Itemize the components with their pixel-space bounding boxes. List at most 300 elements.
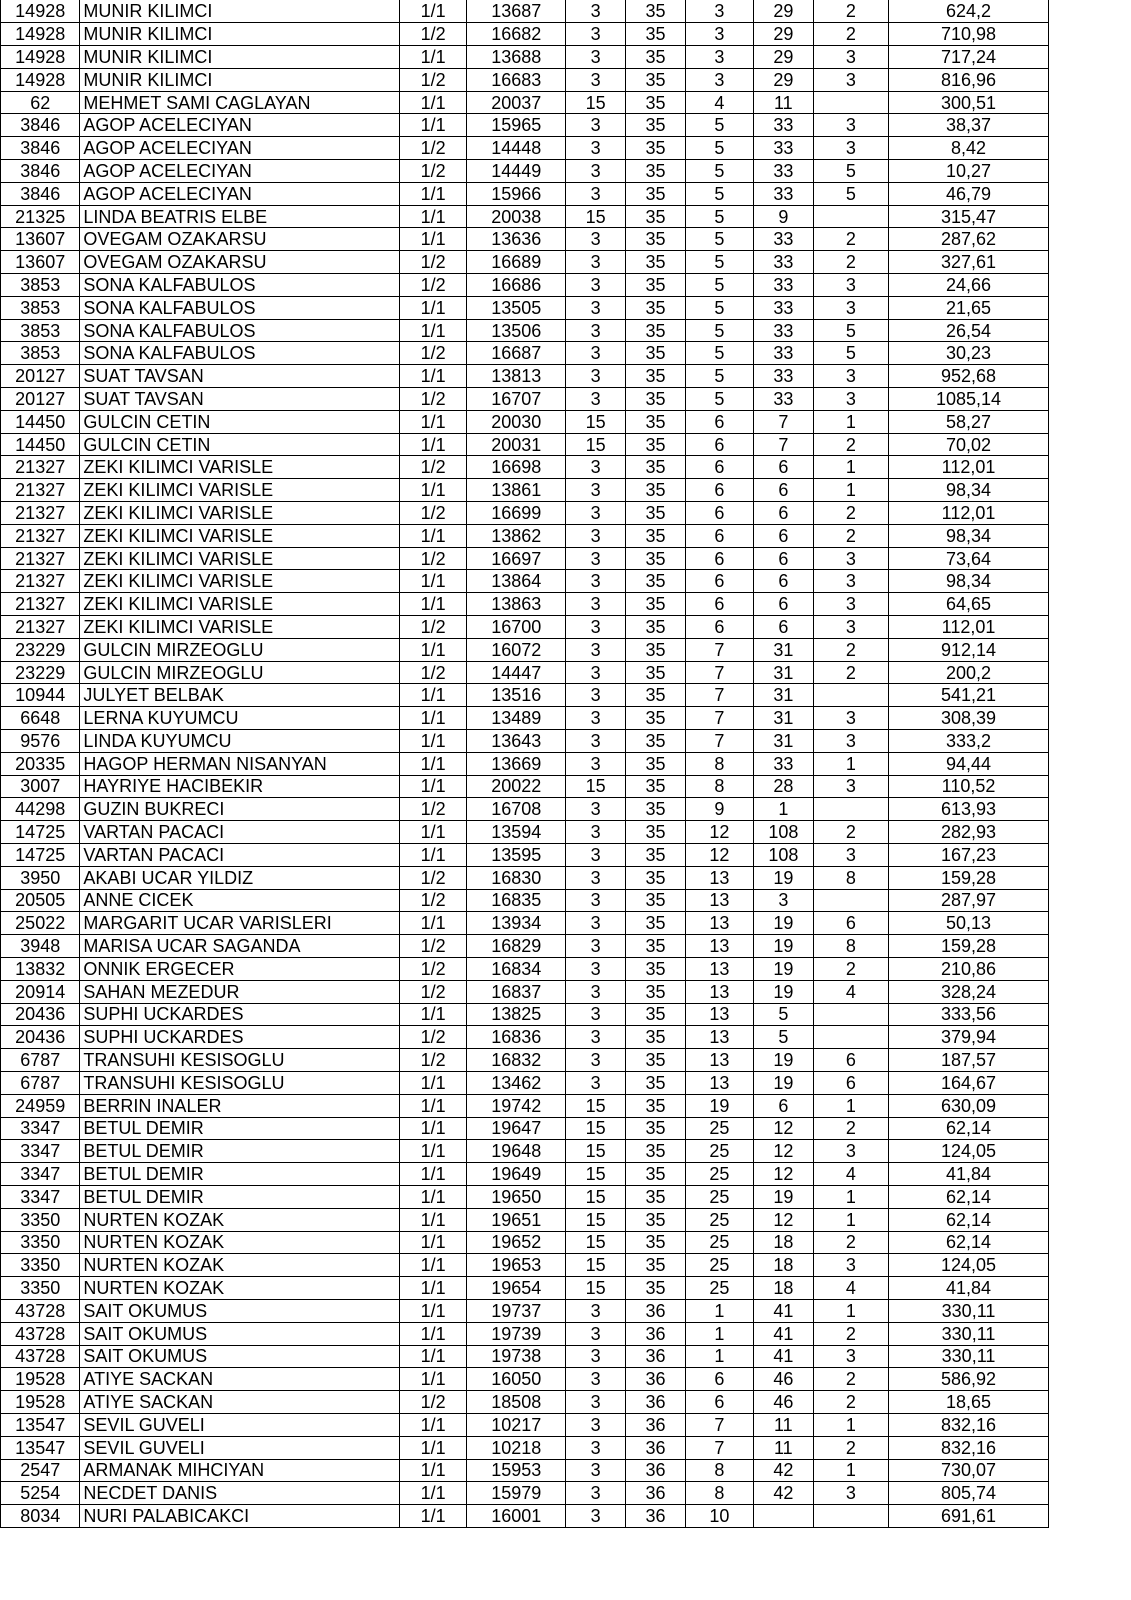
c8-cell: 33	[753, 182, 813, 205]
c8-cell: 5	[753, 1026, 813, 1049]
c8-cell: 12	[753, 1208, 813, 1231]
c6-cell: 36	[626, 1459, 686, 1482]
id-cell: 24959	[1, 1094, 80, 1117]
id-cell: 3846	[1, 137, 80, 160]
c6-cell: 35	[626, 365, 686, 388]
table-row	[1, 843, 1049, 866]
c8-cell: 19	[753, 957, 813, 980]
amount-cell: 200,2	[889, 661, 1049, 684]
id-cell: 14725	[1, 821, 80, 844]
c5-cell: 3	[566, 798, 626, 821]
c5-cell: 3	[566, 0, 626, 23]
c5-cell: 15	[566, 1277, 626, 1300]
c5-cell: 3	[566, 889, 626, 912]
c5-cell: 3	[566, 957, 626, 980]
name-cell: ZEKI KILIMCI VARISLE	[80, 502, 400, 525]
amount-cell: 62,14	[889, 1208, 1049, 1231]
c7-cell: 13	[685, 866, 753, 889]
c9-cell: 1	[813, 1094, 888, 1117]
parcel-cell: 13489	[467, 707, 566, 730]
c6-cell: 36	[626, 1322, 686, 1345]
id-cell: 21327	[1, 593, 80, 616]
c6-cell: 35	[626, 1254, 686, 1277]
table-row	[1, 0, 1049, 23]
amount-cell: 64,65	[889, 593, 1049, 616]
c6-cell: 35	[626, 980, 686, 1003]
share-cell: 1/1	[400, 319, 467, 342]
parcel-cell: 13934	[467, 912, 566, 935]
c9-cell	[813, 684, 888, 707]
table-row	[1, 114, 1049, 137]
c9-cell	[813, 889, 888, 912]
c5-cell: 3	[566, 1071, 626, 1094]
c9-cell: 3	[813, 616, 888, 639]
parcel-cell: 13594	[467, 821, 566, 844]
c5-cell: 3	[566, 479, 626, 502]
table-row	[1, 228, 1049, 251]
amount-cell: 24,66	[889, 274, 1049, 297]
name-cell: ZEKI KILIMCI VARISLE	[80, 547, 400, 570]
table-row	[1, 137, 1049, 160]
c5-cell: 3	[566, 843, 626, 866]
id-cell: 25022	[1, 912, 80, 935]
c5-cell: 3	[566, 46, 626, 69]
parcel-cell: 16699	[467, 502, 566, 525]
parcel-cell: 13687	[467, 0, 566, 23]
amount-cell: 912,14	[889, 638, 1049, 661]
c9-cell: 4	[813, 980, 888, 1003]
id-cell: 43728	[1, 1345, 80, 1368]
c5-cell: 3	[566, 1482, 626, 1505]
c5-cell: 3	[566, 502, 626, 525]
table-row	[1, 1208, 1049, 1231]
parcel-cell: 16072	[467, 638, 566, 661]
c7-cell: 6	[685, 1391, 753, 1414]
share-cell: 1/1	[400, 1345, 467, 1368]
c7-cell: 5	[685, 342, 753, 365]
c6-cell: 35	[626, 593, 686, 616]
c7-cell: 25	[685, 1231, 753, 1254]
amount-cell: 159,28	[889, 866, 1049, 889]
c6-cell: 35	[626, 775, 686, 798]
c7-cell: 7	[685, 1413, 753, 1436]
table-row	[1, 821, 1049, 844]
id-cell: 20436	[1, 1026, 80, 1049]
c7-cell: 25	[685, 1208, 753, 1231]
c5-cell: 3	[566, 137, 626, 160]
parcel-cell: 13506	[467, 319, 566, 342]
c9-cell: 6	[813, 912, 888, 935]
c5-cell: 3	[566, 23, 626, 46]
share-cell: 1/1	[400, 205, 467, 228]
name-cell: TRANSUHI KESISOGLU	[80, 1071, 400, 1094]
amount-cell: 112,01	[889, 616, 1049, 639]
table-row	[1, 1049, 1049, 1072]
c6-cell: 35	[626, 433, 686, 456]
c5-cell: 3	[566, 114, 626, 137]
c6-cell: 35	[626, 388, 686, 411]
name-cell: LERNA KUYUMCU	[80, 707, 400, 730]
parcel-cell: 16687	[467, 342, 566, 365]
parcel-cell: 19654	[467, 1277, 566, 1300]
name-cell: SAIT OKUMUS	[80, 1322, 400, 1345]
table-row	[1, 251, 1049, 274]
parcel-cell: 20022	[467, 775, 566, 798]
parcel-cell: 16689	[467, 251, 566, 274]
name-cell: TRANSUHI KESISOGLU	[80, 1049, 400, 1072]
c6-cell: 35	[626, 889, 686, 912]
parcel-cell: 19653	[467, 1254, 566, 1277]
id-cell: 3948	[1, 935, 80, 958]
name-cell: AGOP ACELECIYAN	[80, 182, 400, 205]
c7-cell: 6	[685, 410, 753, 433]
parcel-cell: 15965	[467, 114, 566, 137]
share-cell: 1/2	[400, 456, 467, 479]
c7-cell: 13	[685, 957, 753, 980]
c8-cell: 33	[753, 160, 813, 183]
c7-cell: 12	[685, 843, 753, 866]
share-cell: 1/2	[400, 23, 467, 46]
table-row	[1, 1094, 1049, 1117]
parcel-cell: 13516	[467, 684, 566, 707]
c9-cell: 5	[813, 160, 888, 183]
amount-cell: 541,21	[889, 684, 1049, 707]
c9-cell: 3	[813, 114, 888, 137]
id-cell: 3853	[1, 274, 80, 297]
id-cell: 21327	[1, 616, 80, 639]
table-row	[1, 410, 1049, 433]
c6-cell: 35	[626, 1277, 686, 1300]
c6-cell: 36	[626, 1368, 686, 1391]
c8-cell: 33	[753, 365, 813, 388]
parcel-cell: 16050	[467, 1368, 566, 1391]
c6-cell: 35	[626, 547, 686, 570]
parcel-cell: 20038	[467, 205, 566, 228]
c6-cell: 35	[626, 684, 686, 707]
share-cell: 1/1	[400, 1505, 467, 1528]
c8-cell: 33	[753, 388, 813, 411]
parcel-cell: 18508	[467, 1391, 566, 1414]
parcel-cell: 13862	[467, 524, 566, 547]
amount-cell: 330,11	[889, 1345, 1049, 1368]
table-row	[1, 1140, 1049, 1163]
parcel-cell: 14449	[467, 160, 566, 183]
c8-cell: 6	[753, 456, 813, 479]
share-cell: 1/2	[400, 68, 467, 91]
name-cell: GULCIN CETIN	[80, 433, 400, 456]
c8-cell: 19	[753, 912, 813, 935]
parcel-cell: 16682	[467, 23, 566, 46]
c8-cell: 6	[753, 593, 813, 616]
name-cell: NURTEN KOZAK	[80, 1277, 400, 1300]
c6-cell: 36	[626, 1482, 686, 1505]
c8-cell: 11	[753, 1436, 813, 1459]
id-cell: 21327	[1, 547, 80, 570]
table-row	[1, 1391, 1049, 1414]
c5-cell: 3	[566, 296, 626, 319]
parcel-cell: 20030	[467, 410, 566, 433]
c9-cell: 5	[813, 319, 888, 342]
c8-cell	[753, 1505, 813, 1528]
name-cell: SAHAN MEZEDUR	[80, 980, 400, 1003]
share-cell: 1/1	[400, 752, 467, 775]
c5-cell: 3	[566, 935, 626, 958]
c9-cell: 1	[813, 1459, 888, 1482]
c8-cell: 7	[753, 433, 813, 456]
id-cell: 20436	[1, 1003, 80, 1026]
table-row	[1, 524, 1049, 547]
share-cell: 1/2	[400, 342, 467, 365]
amount-cell: 630,09	[889, 1094, 1049, 1117]
parcel-cell: 13462	[467, 1071, 566, 1094]
c7-cell: 6	[685, 570, 753, 593]
c7-cell: 3	[685, 0, 753, 23]
c7-cell: 5	[685, 296, 753, 319]
amount-cell: 210,86	[889, 957, 1049, 980]
share-cell: 1/2	[400, 661, 467, 684]
c8-cell: 33	[753, 228, 813, 251]
c5-cell: 15	[566, 433, 626, 456]
c9-cell: 6	[813, 1049, 888, 1072]
c6-cell: 35	[626, 638, 686, 661]
c6-cell: 35	[626, 798, 686, 821]
c5-cell: 3	[566, 547, 626, 570]
amount-cell: 282,93	[889, 821, 1049, 844]
share-cell: 1/1	[400, 912, 467, 935]
share-cell: 1/1	[400, 843, 467, 866]
c6-cell: 35	[626, 228, 686, 251]
id-cell: 43728	[1, 1299, 80, 1322]
table-row	[1, 935, 1049, 958]
parcel-cell: 16832	[467, 1049, 566, 1072]
c5-cell: 3	[566, 524, 626, 547]
table-row	[1, 319, 1049, 342]
c8-cell: 33	[753, 342, 813, 365]
c6-cell: 36	[626, 1391, 686, 1414]
share-cell: 1/1	[400, 228, 467, 251]
c9-cell: 2	[813, 638, 888, 661]
c6-cell: 35	[626, 68, 686, 91]
c6-cell: 35	[626, 1049, 686, 1072]
c7-cell: 13	[685, 980, 753, 1003]
c7-cell: 6	[685, 433, 753, 456]
share-cell: 1/2	[400, 980, 467, 1003]
c8-cell: 29	[753, 0, 813, 23]
id-cell: 6648	[1, 707, 80, 730]
c8-cell: 12	[753, 1140, 813, 1163]
c8-cell: 19	[753, 935, 813, 958]
c6-cell: 35	[626, 0, 686, 23]
parcel-cell: 13595	[467, 843, 566, 866]
name-cell: GULCIN CETIN	[80, 410, 400, 433]
table-row	[1, 1277, 1049, 1300]
c5-cell: 3	[566, 1368, 626, 1391]
name-cell: BERRIN INALER	[80, 1094, 400, 1117]
c7-cell: 7	[685, 707, 753, 730]
c7-cell: 1	[685, 1322, 753, 1345]
c9-cell: 3	[813, 570, 888, 593]
c7-cell: 6	[685, 547, 753, 570]
c6-cell: 35	[626, 296, 686, 319]
amount-cell: 73,64	[889, 547, 1049, 570]
id-cell: 3853	[1, 296, 80, 319]
amount-cell: 30,23	[889, 342, 1049, 365]
c7-cell: 13	[685, 1071, 753, 1094]
table-row	[1, 388, 1049, 411]
amount-cell: 287,62	[889, 228, 1049, 251]
c9-cell: 1	[813, 1208, 888, 1231]
id-cell: 20914	[1, 980, 80, 1003]
c9-cell: 2	[813, 821, 888, 844]
id-cell: 14928	[1, 46, 80, 69]
name-cell: OVEGAM OZAKARSU	[80, 228, 400, 251]
table-row	[1, 182, 1049, 205]
c9-cell: 3	[813, 1140, 888, 1163]
c6-cell: 35	[626, 46, 686, 69]
c6-cell: 35	[626, 410, 686, 433]
name-cell: ZEKI KILIMCI VARISLE	[80, 593, 400, 616]
name-cell: SUAT TAVSAN	[80, 388, 400, 411]
c6-cell: 35	[626, 616, 686, 639]
c7-cell: 13	[685, 912, 753, 935]
c6-cell: 35	[626, 456, 686, 479]
parcel-cell: 19651	[467, 1208, 566, 1231]
table-row	[1, 205, 1049, 228]
table-row	[1, 980, 1049, 1003]
c9-cell: 2	[813, 228, 888, 251]
c5-cell: 3	[566, 274, 626, 297]
parcel-cell: 19738	[467, 1345, 566, 1368]
c7-cell: 7	[685, 684, 753, 707]
amount-cell: 816,96	[889, 68, 1049, 91]
c8-cell: 6	[753, 524, 813, 547]
c5-cell: 3	[566, 456, 626, 479]
parcel-cell: 10217	[467, 1413, 566, 1436]
table-row	[1, 296, 1049, 319]
share-cell: 1/1	[400, 296, 467, 319]
c6-cell: 35	[626, 502, 686, 525]
c9-cell: 3	[813, 547, 888, 570]
c5-cell: 15	[566, 1117, 626, 1140]
id-cell: 14450	[1, 433, 80, 456]
c8-cell: 29	[753, 68, 813, 91]
name-cell: ZEKI KILIMCI VARISLE	[80, 524, 400, 547]
c5-cell: 3	[566, 388, 626, 411]
c9-cell: 2	[813, 1436, 888, 1459]
share-cell: 1/2	[400, 160, 467, 183]
amount-cell: 730,07	[889, 1459, 1049, 1482]
c9-cell	[813, 798, 888, 821]
c7-cell: 7	[685, 1436, 753, 1459]
name-cell: AGOP ACELECIYAN	[80, 160, 400, 183]
id-cell: 20335	[1, 752, 80, 775]
c9-cell: 3	[813, 730, 888, 753]
c9-cell: 3	[813, 46, 888, 69]
c6-cell: 35	[626, 182, 686, 205]
c8-cell: 28	[753, 775, 813, 798]
amount-cell: 717,24	[889, 46, 1049, 69]
c8-cell: 11	[753, 91, 813, 114]
parcel-cell: 16837	[467, 980, 566, 1003]
amount-cell: 327,61	[889, 251, 1049, 274]
amount-cell: 333,56	[889, 1003, 1049, 1026]
share-cell: 1/2	[400, 616, 467, 639]
c8-cell: 42	[753, 1482, 813, 1505]
parcel-cell: 16697	[467, 547, 566, 570]
id-cell: 3950	[1, 866, 80, 889]
c9-cell: 2	[813, 957, 888, 980]
table-row	[1, 433, 1049, 456]
table-row	[1, 91, 1049, 114]
c7-cell: 13	[685, 1049, 753, 1072]
parcel-cell: 19652	[467, 1231, 566, 1254]
share-cell: 1/1	[400, 1254, 467, 1277]
c7-cell: 7	[685, 730, 753, 753]
amount-cell: 805,74	[889, 1482, 1049, 1505]
amount-cell: 330,11	[889, 1322, 1049, 1345]
c6-cell: 35	[626, 205, 686, 228]
id-cell: 3347	[1, 1117, 80, 1140]
name-cell: BETUL DEMIR	[80, 1117, 400, 1140]
table-row	[1, 866, 1049, 889]
c8-cell: 33	[753, 251, 813, 274]
c7-cell: 25	[685, 1185, 753, 1208]
id-cell: 10944	[1, 684, 80, 707]
parcel-cell: 16834	[467, 957, 566, 980]
c9-cell: 2	[813, 661, 888, 684]
parcel-cell: 16707	[467, 388, 566, 411]
parcel-cell: 13861	[467, 479, 566, 502]
c7-cell: 4	[685, 91, 753, 114]
amount-cell: 124,05	[889, 1254, 1049, 1277]
share-cell: 1/1	[400, 684, 467, 707]
share-cell: 1/1	[400, 1003, 467, 1026]
c9-cell: 1	[813, 1299, 888, 1322]
amount-cell: 10,27	[889, 160, 1049, 183]
id-cell: 3853	[1, 342, 80, 365]
share-cell: 1/1	[400, 593, 467, 616]
id-cell: 14928	[1, 23, 80, 46]
c7-cell: 3	[685, 46, 753, 69]
c8-cell: 18	[753, 1231, 813, 1254]
c6-cell: 35	[626, 524, 686, 547]
amount-cell: 110,52	[889, 775, 1049, 798]
parcel-cell: 14447	[467, 661, 566, 684]
parcel-cell: 15966	[467, 182, 566, 205]
parcel-cell: 13643	[467, 730, 566, 753]
name-cell: MUNIR KILIMCI	[80, 68, 400, 91]
amount-cell: 710,98	[889, 23, 1049, 46]
c7-cell: 8	[685, 775, 753, 798]
share-cell: 1/2	[400, 935, 467, 958]
c9-cell: 4	[813, 1277, 888, 1300]
c7-cell: 13	[685, 889, 753, 912]
share-cell: 1/2	[400, 798, 467, 821]
amount-cell: 41,84	[889, 1277, 1049, 1300]
amount-cell: 832,16	[889, 1436, 1049, 1459]
name-cell: ZEKI KILIMCI VARISLE	[80, 616, 400, 639]
parcel-cell: 16830	[467, 866, 566, 889]
share-cell: 1/2	[400, 889, 467, 912]
c7-cell: 5	[685, 365, 753, 388]
share-cell: 1/1	[400, 1071, 467, 1094]
table-row	[1, 1299, 1049, 1322]
c7-cell: 13	[685, 935, 753, 958]
c9-cell: 3	[813, 775, 888, 798]
id-cell: 14450	[1, 410, 80, 433]
c7-cell: 1	[685, 1299, 753, 1322]
amount-cell: 832,16	[889, 1413, 1049, 1436]
